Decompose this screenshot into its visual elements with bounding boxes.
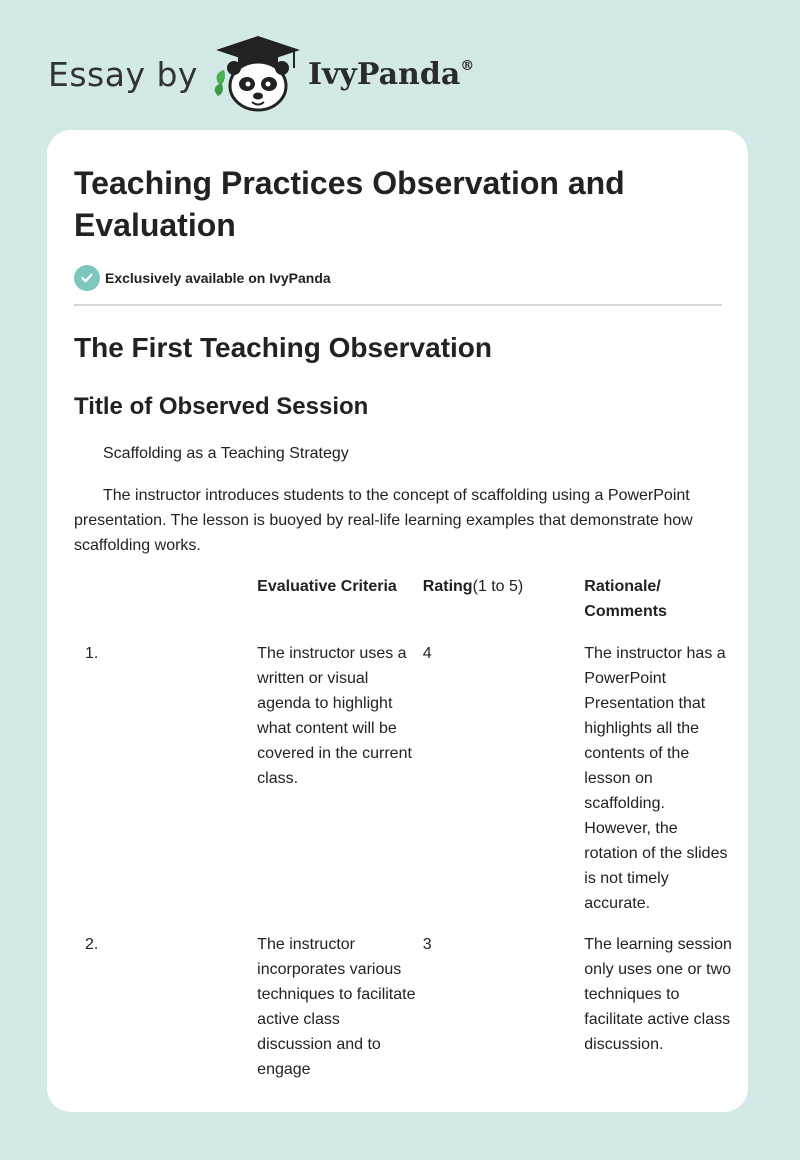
row-number: 2. bbox=[85, 936, 99, 953]
brand-name: IvyPanda® bbox=[307, 56, 475, 92]
table-row bbox=[74, 932, 738, 1098]
evaluation-table bbox=[74, 574, 738, 1098]
exclusive-badge-text: Exclusively available on IvyPanda bbox=[105, 270, 331, 286]
row-number: 1. bbox=[85, 645, 99, 662]
panda-logo-icon bbox=[212, 34, 304, 114]
page-title: Teaching Practices Observation and Evaluation bbox=[74, 165, 625, 243]
essay-card bbox=[47, 130, 748, 1112]
session-title-paragraph: Scaffolding as a Teaching Strategy bbox=[103, 445, 349, 462]
essay-by-label: Essay by bbox=[48, 54, 198, 94]
row-criteria: The instructor incorporates various techniques to facilitate active class discussion and to engage bbox=[257, 936, 416, 1078]
table-header-row bbox=[74, 574, 738, 641]
header-criteria: Evaluative Criteria bbox=[257, 578, 397, 595]
header-number bbox=[74, 574, 257, 641]
intro-paragraph: The instructor introduces students to the concept of scaffolding using a PowerPoint presentation. The lesson is buoyed by real-life learning examples that demonstrate how scaffolding works. bbox=[74, 487, 693, 554]
registered-mark: ® bbox=[460, 57, 475, 74]
header-rating bbox=[423, 574, 584, 641]
section-heading: The First Teaching Observation bbox=[74, 332, 493, 363]
row-rating: 4 bbox=[422, 645, 432, 662]
header-comments: Rationale/ Comments bbox=[584, 578, 667, 620]
header-rating-scale: (1 to 5) bbox=[472, 578, 524, 595]
subheading: Title of Observed Session bbox=[74, 393, 369, 420]
check-circle-icon bbox=[74, 265, 100, 291]
row-rating: 3 bbox=[422, 936, 432, 953]
header-rating-label: Rating bbox=[422, 578, 473, 595]
table-row bbox=[74, 641, 738, 932]
row-comments: The learning session only uses one or two techniques to facilitate active class discussion. bbox=[584, 936, 732, 1053]
row-criteria: The instructor uses a written or visual agenda to highlight what content will be covered in the current class. bbox=[257, 645, 412, 787]
exclusive-badge bbox=[74, 265, 722, 306]
brand-header bbox=[48, 34, 474, 114]
row-comments: The instructor has a PowerPoint Presentation that highlights all the contents of the lesson on scaffolding. However, the rotation of the slides is not timely accurate. bbox=[584, 645, 728, 912]
